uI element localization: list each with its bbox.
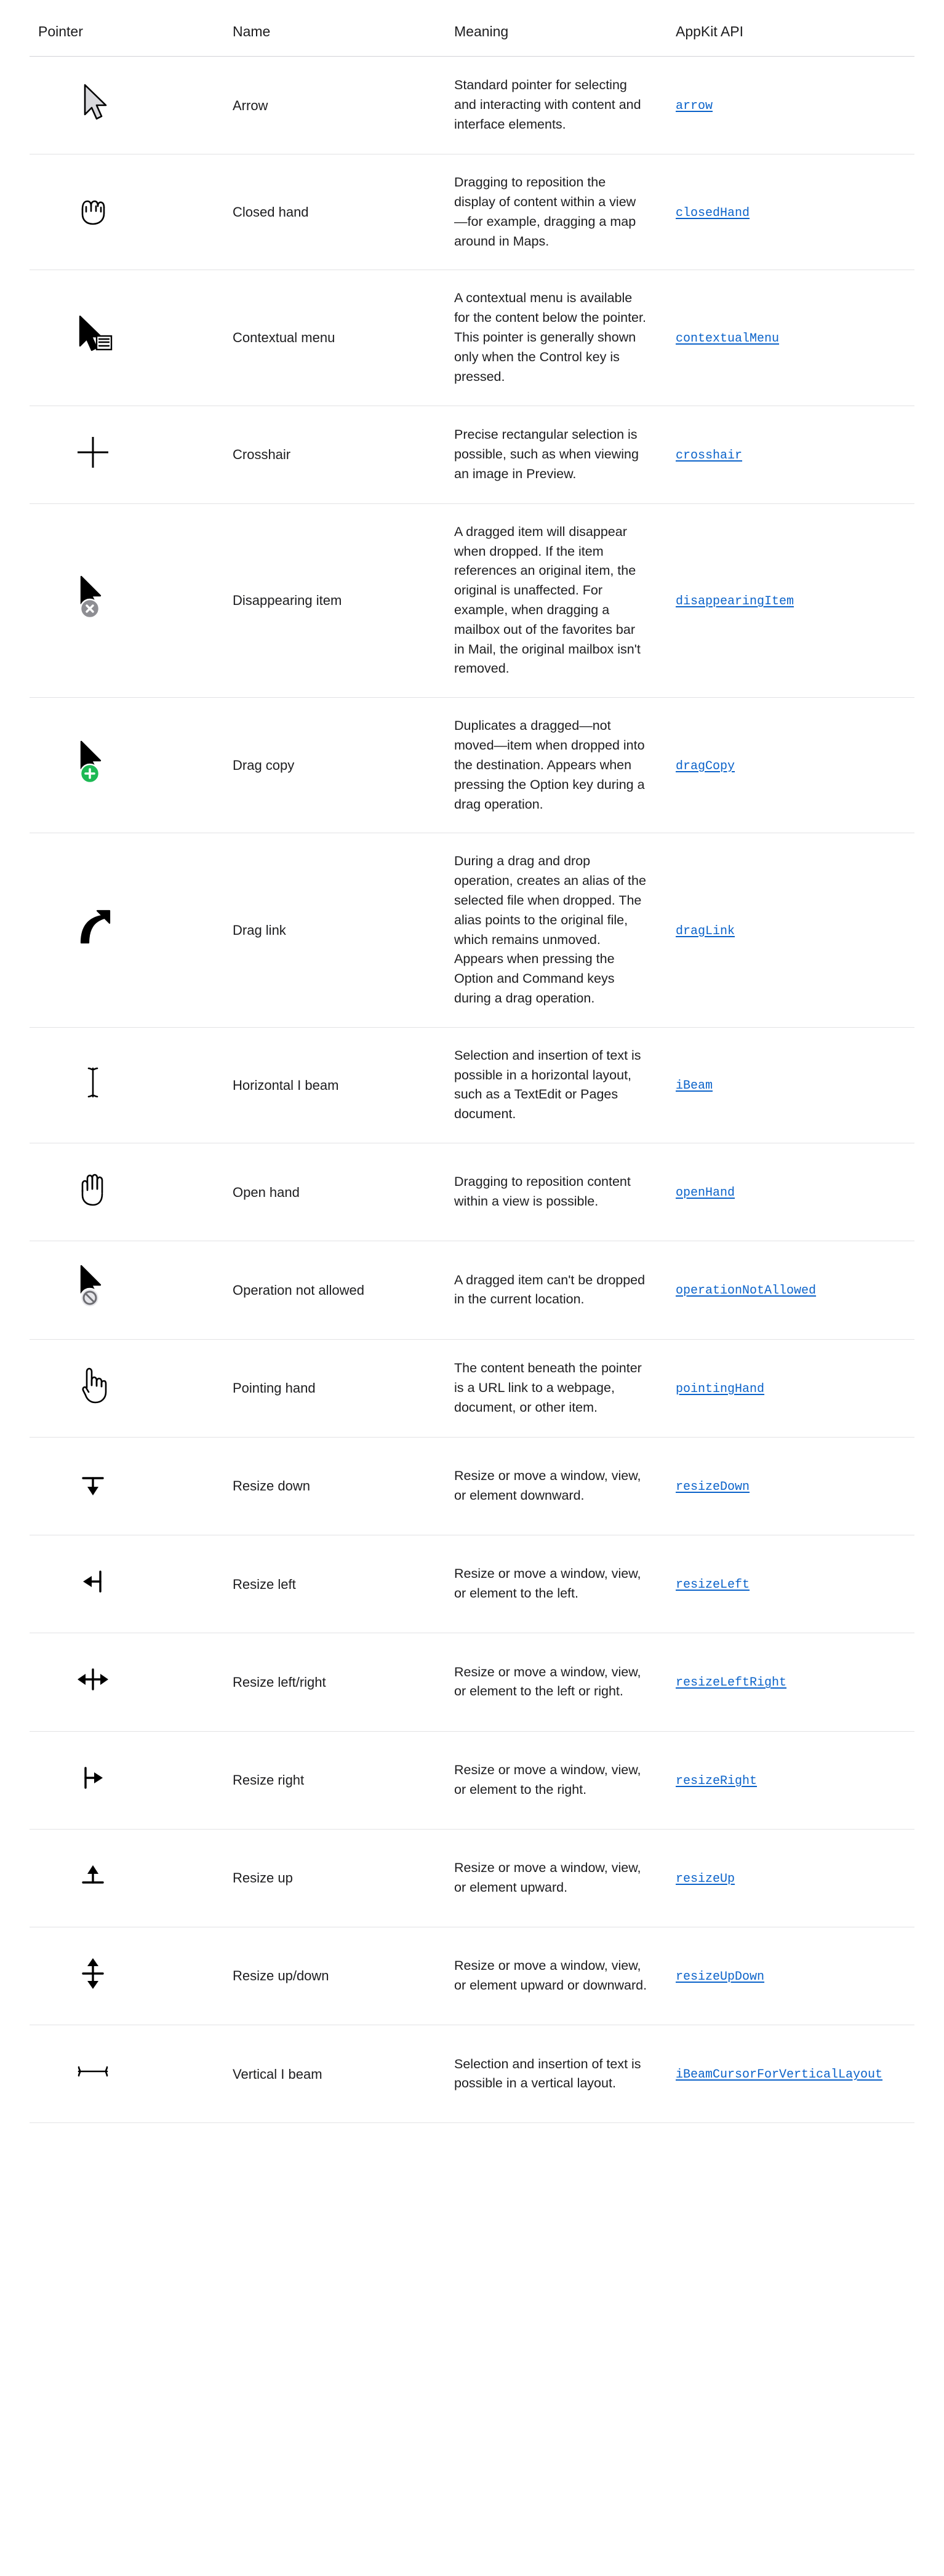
- api-link[interactable]: crosshair: [676, 448, 743, 463]
- pointer-preview-cell: [30, 1339, 233, 1437]
- table-body: [30, 57, 914, 2123]
- pointer-name: Resize right: [233, 1772, 305, 1788]
- pointer-name: Closed hand: [233, 204, 309, 220]
- appkit-api-cell: [676, 1339, 914, 1437]
- pointer-name: Operation not allowed: [233, 1282, 365, 1298]
- pointer-name: Resize left: [233, 1576, 296, 1592]
- table-row: [30, 1927, 914, 2025]
- pointer-preview-cell: [30, 503, 233, 698]
- table-row: [30, 270, 914, 406]
- contextual-menu-icon: [66, 308, 122, 363]
- pointer-preview-cell: [30, 2025, 233, 2123]
- pointer-name: Resize down: [233, 1478, 310, 1494]
- column-header-pointer: Pointer: [30, 18, 233, 57]
- pointer-name: Contextual menu: [233, 330, 335, 346]
- pointer-meaning: Dragging to reposition the display of content within a view—for example, dragging a map around in Maps.: [454, 175, 636, 249]
- pointer-name: Vertical I beam: [233, 2066, 322, 2082]
- appkit-api-cell: [676, 1027, 914, 1143]
- appkit-api-cell: [676, 833, 914, 1028]
- resize-up-icon: [66, 1848, 122, 1903]
- pointer-preview-cell: [30, 1829, 233, 1927]
- pointer-preview-cell: [30, 1437, 233, 1535]
- table-row: [30, 1027, 914, 1143]
- pointer-preview-cell: [30, 1731, 233, 1829]
- drag-copy-icon: [66, 735, 122, 791]
- pointer-name: Pointing hand: [233, 1380, 316, 1396]
- table-row: [30, 1829, 914, 1927]
- pointer-meaning: Selection and insertion of text is possible in a vertical layout.: [454, 2056, 641, 2091]
- pointer-table: [30, 18, 914, 2123]
- pointer-preview-cell: [30, 154, 233, 270]
- open-hand-icon: [66, 1162, 122, 1217]
- pointer-meaning: Resize or move a window, view, or element to the left.: [454, 1566, 641, 1601]
- table-row: [30, 1241, 914, 1339]
- column-header-meaning: Meaning: [454, 18, 676, 57]
- appkit-api-cell: [676, 270, 914, 406]
- pointer-meaning: A contextual menu is available for the content below the pointer. This pointer is generally shown only when the Control key is pressed.: [454, 290, 646, 384]
- table-row: [30, 1731, 914, 1829]
- pointer-meaning: A dragged item can't be dropped in the current location.: [454, 1272, 646, 1307]
- api-link[interactable]: closedHand: [676, 206, 750, 220]
- pointer-meaning: Precise rectangular selection is possible, such as when viewing an image in Preview.: [454, 426, 639, 481]
- table-row: [30, 57, 914, 154]
- table-header: [30, 18, 914, 57]
- pointer-preview-cell: [30, 833, 233, 1028]
- table-row: [30, 833, 914, 1028]
- appkit-api-cell: [676, 154, 914, 270]
- api-link[interactable]: resizeLeftRight: [676, 1676, 787, 1690]
- pointer-meaning: Resize or move a window, view, or element upward or downward.: [454, 1958, 647, 1993]
- table-row: [30, 2025, 914, 2123]
- pointer-preview-cell: [30, 270, 233, 406]
- table-row: [30, 1339, 914, 1437]
- pointer-preview-cell: [30, 1027, 233, 1143]
- pointer-name: Drag link: [233, 922, 286, 938]
- api-link[interactable]: resizeUp: [676, 1871, 735, 1886]
- api-link[interactable]: iBeamCursorForVerticalLayout: [676, 2068, 883, 2082]
- table-row: [30, 1535, 914, 1633]
- api-link[interactable]: dragCopy: [676, 759, 735, 774]
- appkit-api-cell: [676, 57, 914, 154]
- api-link[interactable]: operationNotAllowed: [676, 1284, 817, 1298]
- operation-not-allowed-icon: [66, 1260, 122, 1315]
- api-link[interactable]: dragLink: [676, 924, 735, 938]
- appkit-api-cell: [676, 1927, 914, 2025]
- appkit-api-cell: [676, 1731, 914, 1829]
- pointer-meaning: Resize or move a window, view, or element to the right.: [454, 1762, 641, 1797]
- drag-link-icon: [66, 900, 122, 955]
- pointer-meaning: During a drag and drop operation, creates an alias of the selected file when dropped. The alias points to the original file, which remains unmoved. Appears when pressing the Option and Command keys during a drag operation.: [454, 854, 646, 1006]
- api-link[interactable]: resizeDown: [676, 1479, 750, 1494]
- table-row: [30, 503, 914, 698]
- pointer-preview-cell: [30, 406, 233, 503]
- pointer-preview-cell: [30, 1143, 233, 1241]
- table-row: [30, 1143, 914, 1241]
- table-row: [30, 698, 914, 833]
- pointer-name: Resize left/right: [233, 1674, 326, 1690]
- pointer-meaning: Standard pointer for selecting and interacting with content and interface elements.: [454, 78, 641, 132]
- appkit-api-cell: [676, 1241, 914, 1339]
- appkit-api-cell: [676, 1633, 914, 1731]
- pointer-preview-cell: [30, 1927, 233, 2025]
- api-link[interactable]: disappearingItem: [676, 594, 794, 609]
- pointer-name: Resize up: [233, 1870, 293, 1886]
- pointer-name: Crosshair: [233, 447, 291, 463]
- pointer-name: Resize up/down: [233, 1968, 329, 1984]
- api-link[interactable]: pointingHand: [676, 1382, 765, 1396]
- pointer-meaning: Resize or move a window, view, or element upward.: [454, 1860, 641, 1895]
- api-link[interactable]: resizeRight: [676, 1774, 758, 1788]
- pointer-meaning: Dragging to reposition content within a view is possible.: [454, 1174, 631, 1209]
- resize-up-down-icon: [66, 1946, 122, 2001]
- appkit-api-cell: [676, 1535, 914, 1633]
- pointer-name: Disappearing item: [233, 593, 342, 609]
- pointer-meaning: Resize or move a window, view, or element downward.: [454, 1468, 641, 1503]
- pointer-meaning: Duplicates a dragged—not moved—item when dropped into the destination. Appears when pressing the Option key during a drag operation.: [454, 718, 645, 812]
- pointer-preview-cell: [30, 698, 233, 833]
- pointer-preview-cell: [30, 1535, 233, 1633]
- pointer-name: Horizontal I beam: [233, 1077, 339, 1093]
- pointer-meaning: Selection and insertion of text is possible in a horizontal layout, such as a TextEdit or Pages document.: [454, 1047, 641, 1122]
- horizontal-i-beam-icon: [66, 1055, 122, 1110]
- resize-down-icon: [66, 1456, 122, 1511]
- resize-right-icon: [66, 1750, 122, 1806]
- resize-left-right-icon: [66, 1652, 122, 1707]
- resize-left-icon: [66, 1554, 122, 1609]
- pointer-meaning: The content beneath the pointer is a URL link to a webpage, document, or other item.: [454, 1360, 642, 1415]
- table-row: [30, 154, 914, 270]
- appkit-api-cell: [676, 503, 914, 698]
- api-link[interactable]: contextualMenu: [676, 332, 780, 346]
- appkit-api-cell: [676, 1829, 914, 1927]
- api-link[interactable]: resizeUpDown: [676, 1970, 765, 1985]
- pointer-meaning: Resize or move a window, view, or element to the left or right.: [454, 1664, 641, 1699]
- pointer-preview-cell: [30, 1241, 233, 1339]
- pointing-hand-icon: [66, 1358, 122, 1414]
- appkit-api-cell: [676, 1143, 914, 1241]
- pointer-name: Arrow: [233, 97, 268, 113]
- api-link[interactable]: iBeam: [676, 1079, 713, 1094]
- appkit-api-cell: [676, 2025, 914, 2123]
- table-row: [30, 1437, 914, 1535]
- pointer-name: Open hand: [233, 1184, 300, 1200]
- api-link[interactable]: openHand: [676, 1186, 735, 1201]
- crosshair-icon: [66, 425, 122, 480]
- pointer-meaning: A dragged item will disappear when dropped. If the item references an original item, the original is unaffected. For example, when dragging a mailbox out of the favorites bar in Mail, the original mailbox isn't removed.: [454, 524, 641, 676]
- arrow-pointer-icon: [66, 75, 122, 130]
- disappearing-item-icon: [66, 570, 122, 626]
- column-header-name: Name: [233, 18, 454, 57]
- appkit-api-cell: [676, 406, 914, 503]
- appkit-api-cell: [676, 1437, 914, 1535]
- api-link[interactable]: arrow: [676, 99, 713, 114]
- table-row: [30, 406, 914, 503]
- pointer-name: Drag copy: [233, 758, 295, 774]
- appkit-api-cell: [676, 698, 914, 833]
- pointer-preview-cell: [30, 57, 233, 154]
- api-link[interactable]: resizeLeft: [676, 1578, 750, 1593]
- vertical-i-beam-icon: [66, 2044, 122, 2099]
- pointer-preview-cell: [30, 1633, 233, 1731]
- closed-hand-icon: [66, 182, 122, 238]
- table-row: [30, 1633, 914, 1731]
- column-header-api: AppKit API: [676, 18, 914, 57]
